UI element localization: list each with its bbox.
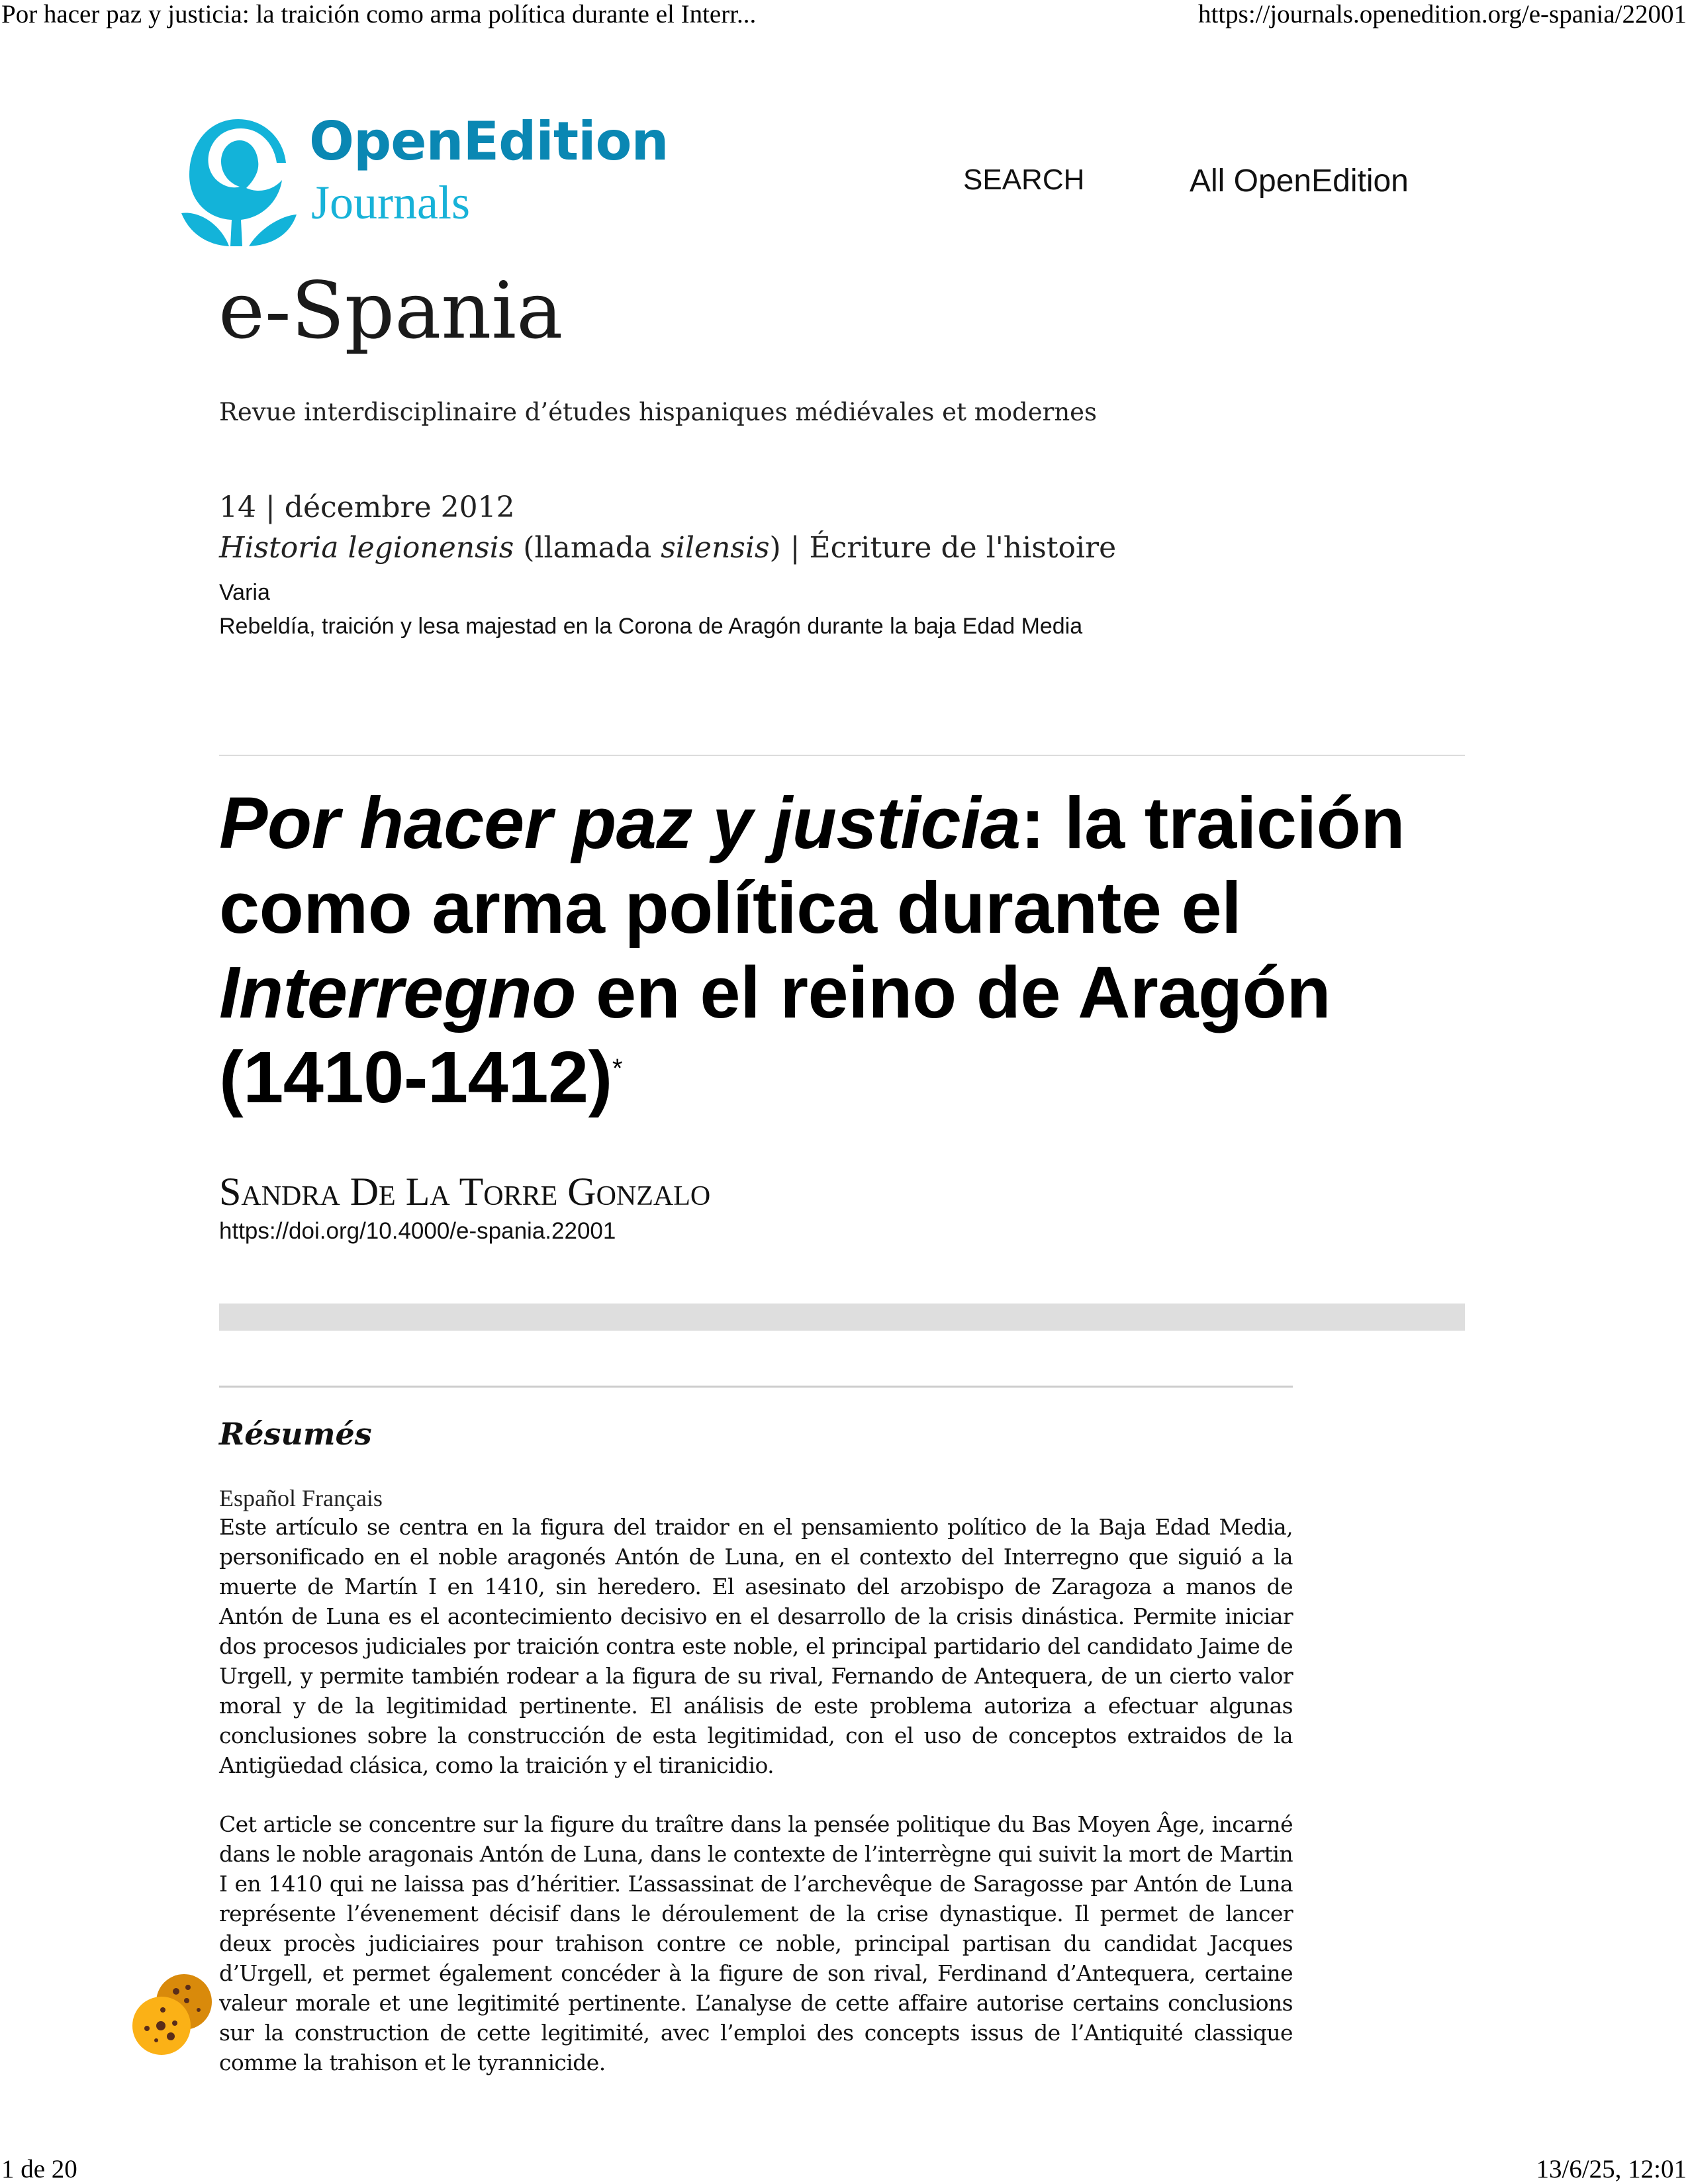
dossier-link[interactable]: Rebeldía, traición y lesa majestad en la Corona de Aragón durante la baja Edad Media [219,614,1083,639]
issue-number-link[interactable]: 14 | décembre 2012 [219,491,515,524]
print-footer [0,2156,1688,2182]
article-title-italic-2: Interregno [219,952,576,1033]
journal-subtitle: Revue interdisciplinaire d’études hispaniques médiévales et modernes [219,398,1098,426]
footnote-marker-link[interactable]: * [612,1054,622,1083]
article-title-text-2: en el reino de Aragón (1410-1412) [219,952,1331,1118]
article-title-text-1: : la traición como arma política durante el [219,783,1405,949]
abstract-language-switch [219,1486,383,1510]
openedition-flower-icon [180,114,299,246]
cookies-icon [130,1971,216,2058]
print-page-title: Por hacer paz y justicia: la traición como arma política durante el Interr... [1,0,757,28]
journal-title[interactable]: e-Spania [218,265,563,356]
divider [219,755,1465,756]
logo-journals-text: Journals [311,176,470,229]
openedition-journals-logo[interactable] [180,111,670,246]
print-header [0,1,1688,27]
issue-theme-text-2: ) | Écriture de l'histoire [769,531,1117,565]
section-varia-link[interactable]: Varia [219,580,270,605]
article-title [219,781,1477,1120]
toolbar-placeholder-bar [219,1304,1465,1331]
search-link[interactable]: SEARCH [963,164,1085,196]
print-url: https://journals.openedition.org/e-spania/22001 [1197,0,1687,28]
abstract-es: Este artículo se centra en la figura del traidor en el pensamiento político de la Baja Edad Media, personificado en el noble aragonés Antón de Luna, en el contexto del Interregno que siguió a la muerte de Martín I en 1410, sin heredero. El asesinato del arzobispo de Zaragoza a manos de Antón de Luna es el acontecimiento decisivo en el desarrollo de la crisis dinástica. Permite iniciar dos procesos judiciales por traición contra este noble, el principal partidario del candidato Jaime de Urgell, y permite también rodear a la figura de su rival, Fernando de Antequera, de un cierto valor moral y de la legitimidad pertinente. El análisis de este problema autoriza a efectuar algunas conclusiones sobre la construcción de esta legitimidad, con el uso de conceptos extraidos de la Antigüedad clásica, como la traición y el tiranicidio. [219,1514,1293,1778]
article-title-italic-1: Por hacer paz y justicia [219,783,1021,864]
divider [219,1386,1293,1388]
issue-theme-text-1: (llamada [514,531,661,565]
page-counter: 1 de 20 [1,2155,77,2183]
all-openedition-link[interactable]: All OpenEdition [1190,164,1409,199]
doi-link[interactable]: https://doi.org/10.4000/e-spania.22001 [219,1218,616,1244]
issue-theme-link[interactable] [219,531,1117,565]
lang-espanol-link[interactable]: Español [219,1485,296,1511]
author-link[interactable]: Sandra De La Torre Gonzalo [219,1170,711,1213]
logo-openedition-text: OpenEdition [309,111,669,172]
issue-theme-italic-2: silensis [661,531,770,565]
issue-theme-italic-1: Historia legionensis [219,531,514,565]
print-datetime: 13/6/25, 12:01 [1536,2155,1687,2183]
cookie-settings-button[interactable] [130,1971,216,2058]
abstracts-heading: Résumés [219,1416,372,1452]
lang-francais-link[interactable]: Français [301,1485,383,1511]
abstract-fr: Cet article se concentre sur la figure du traître dans la pensée politique du Bas Moyen Âge, incarné dans le noble aragonais Antón de Luna, dans le contexte de l’interrègne qui suivit la mort de Martin I en 1410 qui ne laissa pas d’héritier. L’assassinat de l’archevêque de Saragosse par Antón de Luna représente l’évenement décisif dans le déroulement de la crise dynastique. Il permet de lancer deux procès judiciaires pour trahison contre ce noble, principal partisan du candidat Jacques d’Urgell, et permet également concéder à la figure de son rival, Ferdinand d’Antequera, certaine valeur morale et une legitimité pertinente. L’analyse de cette affaire autorise certains conclusions sur la construction de cette legitimité, avec l’emploi des concepts issus de l’Antiquité classique comme la trahison et le tyrannicide. [219,1811,1293,2075]
